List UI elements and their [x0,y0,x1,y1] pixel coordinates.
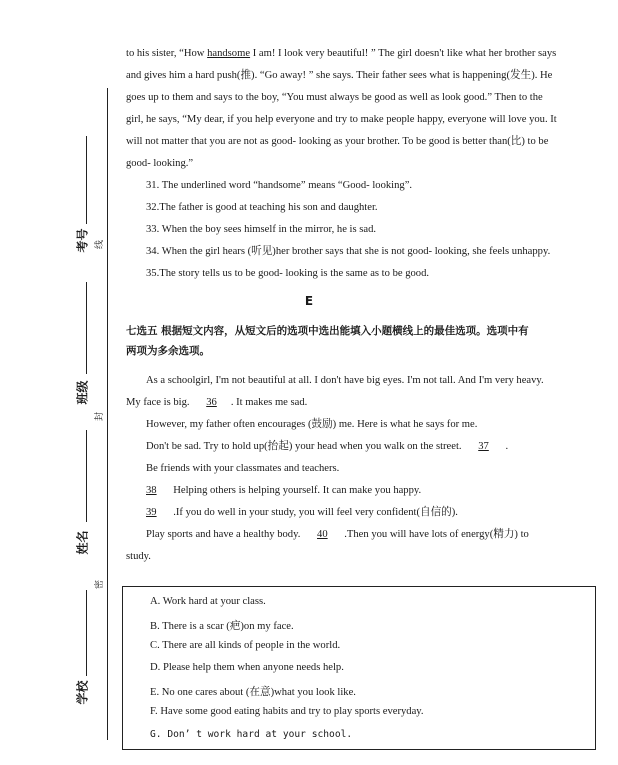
statement-31: 31. The underlined word “handsome” means “Good- looking”. [146,180,413,191]
blank-36[interactable]: 36 [206,397,217,408]
option-c: C. There are all kinds of people in the world. [150,640,341,651]
statement-35: 35.The story tells us to be good- looking is the same as to be good. [146,268,430,279]
passage-e-line: study. [126,551,151,562]
blank-38[interactable]: 38 [146,485,157,496]
passage-line: to his sister, “How handsome I am! I look very beautiful! ” The girl doesn't like what her brother says [126,48,557,59]
exam-number-blank [86,136,87,224]
passage-line: will not matter that you are not as good- looking as your brother. To be good is better than(比) to be [126,136,549,147]
underlined-word: handsome [207,48,251,59]
passage-e-line: Play sports and have a healthy body. 40 .Then you will have lots of energy(精力) to [146,529,529,540]
passage-e-line: As a schoolgirl, I'm not beautiful at all. I don't have big eyes. I'm not tall. And I'm very heavy. [146,375,544,386]
passage-line: and gives him a hard push(推). “Go away! ” she says. Their father sees what is happening(发生). He [126,70,553,81]
passage-line: goes up to them and says to the boy, “You must always be good as well as look good.” Then to the [126,92,543,103]
binding-line [107,88,108,740]
school-label: 学校 [75,680,90,705]
name-blank [86,430,87,522]
binding-mark-secret: 密 [95,579,106,590]
exam-number-label: 考号 [75,228,90,253]
passage-line: good- looking.” [126,158,194,169]
blank-39[interactable]: 39 [146,507,157,518]
statement-34: 34. When the girl hears (听见)her brother says that she is not good- looking, she feels unhappy. [146,246,551,257]
passage-e-line: However, my father often encourages (鼓励) me. Here is what he says for me. [146,419,478,430]
blank-40[interactable]: 40 [317,529,328,540]
class-label: 班级 [75,380,90,405]
passage-e-line: 39 .If you do well in your study, you will feel very confident(自信的). [146,507,458,518]
option-f: F. Have some good eating habits and try to play sports everyday. [150,706,424,717]
option-d: D. Please help them when anyone needs help. [150,662,344,673]
statement-32: 32.The father is good at teaching his son and daughter. [146,202,378,213]
statement-33: 33. When the boy sees himself in the mirror, he is sad. [146,224,377,235]
passage-e-line: Don't be sad. Try to hold up(抬起) your head when you walk on the street. 37 . [146,441,509,452]
school-blank [86,590,87,676]
option-b: B. There is a scar (疤)on my face. [150,621,294,632]
option-e: E. No one cares about (在意)what you look like. [150,687,356,698]
section-letter: E [304,294,314,308]
binding-mark-seal: 封 [95,411,106,422]
binding-mark-line: 线 [95,239,106,250]
option-a: A. Work hard at your class. [150,596,266,607]
passage-e-line: 38 Helping others is helping yourself. It can make you happy. [146,485,422,496]
passage-line: girl, he says, “My dear, if you help everyone and try to make people happy, everyone will love you. It [126,114,557,125]
name-label: 姓名 [75,530,90,555]
option-g: G. Don’ t work hard at your school. [150,729,353,740]
blank-37[interactable]: 37 [478,441,489,452]
passage-e-line: Be friends with your classmates and teachers. [146,463,340,474]
section-instructions: 七选五 根据短文内容，从短文后的选项中选出能填入小题横线上的最佳选项。选项中有 两项为多余选项。 [126,325,529,357]
passage-e-line: My face is big. 36 . It makes me sad. [126,397,308,408]
